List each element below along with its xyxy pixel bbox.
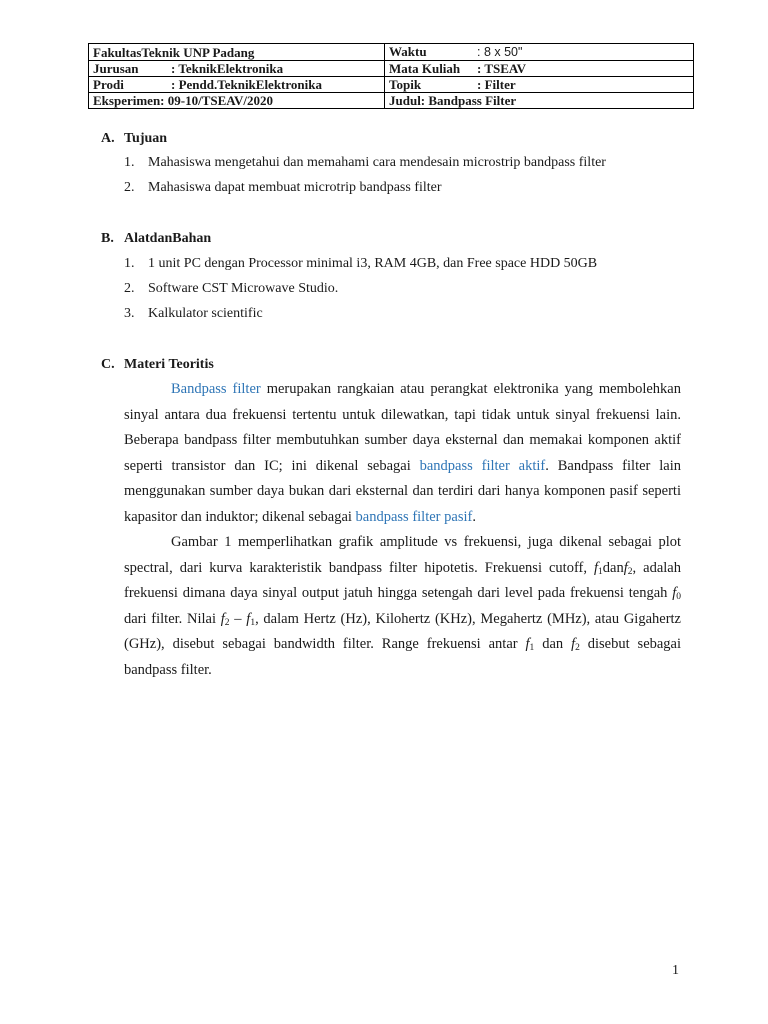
header-row — [89, 77, 694, 93]
list-item — [124, 155, 606, 171]
sub-1: 1 — [250, 617, 256, 628]
prodi-cell — [89, 77, 385, 93]
list-item — [124, 281, 338, 297]
waktu-label: Waktu — [389, 44, 427, 59]
list-number: 2. — [124, 180, 135, 195]
sub-2: 2 — [575, 643, 580, 653]
list-number: 2. — [124, 281, 135, 296]
list-number: 1. — [124, 155, 135, 170]
var-f: f — [246, 610, 251, 627]
list-item — [124, 306, 263, 322]
eksperimen-text: Eksperimen: 09-10/TSEAV/2020 — [93, 93, 273, 108]
paragraph-text: dan — [542, 636, 572, 652]
list-text: Software CST Microwave Studio. — [148, 281, 339, 296]
matakuliah-label: Mata Kuliah — [389, 61, 461, 76]
header-row — [89, 44, 694, 61]
var-f: f — [525, 636, 530, 652]
section-a-heading — [101, 131, 167, 147]
paragraph-text: dari filter. Nilai — [124, 610, 221, 627]
fakultas-cell — [89, 44, 385, 61]
paragraph-text: disebut sebagai bandpass filter. — [124, 636, 682, 678]
list-text: Kalkulator scientific — [148, 306, 263, 321]
matakuliah-value: : TSEAV — [477, 61, 527, 76]
section-c-heading — [101, 357, 214, 373]
section-title: AlatdanBahan — [124, 231, 212, 246]
prodi-value: : Pendd.TeknikElektronika — [171, 77, 322, 92]
paragraph-text: – — [229, 610, 247, 627]
bandpass-filter-aktif-link[interactable]: bandpass filter aktif — [419, 457, 546, 474]
topik-cell — [385, 77, 694, 93]
page-number: 1 — [672, 963, 679, 978]
waktu-value: : 8 x 50" — [477, 45, 523, 59]
sub-0: 0 — [676, 592, 681, 602]
sub-1: 1 — [598, 566, 603, 577]
paragraph-text: Gambar 1 memperlihatkan grafik amplitude vs frekuensi, juga dikenal sebagai plot spectral, dari kurva karakteristik bandpass filter hipotetis. Frekuensi cutoff, — [124, 534, 681, 576]
paragraph-text: . — [472, 508, 476, 525]
section-letter: A. — [101, 131, 115, 146]
topik-value: : Filter — [477, 77, 516, 92]
header-table — [88, 43, 694, 109]
jurusan-cell — [89, 61, 385, 77]
sub-1: 1 — [529, 643, 535, 653]
waktu-cell — [385, 44, 694, 61]
judul-text: Judul: Bandpass Filter — [389, 93, 517, 108]
paragraph-text: , adalah frekuensi dimana daya sinyal output jatuh hingga setengah dari level pada frekuensi tengah — [124, 559, 681, 601]
section-letter: B. — [101, 231, 114, 246]
jurusan-label: Jurusan — [93, 61, 139, 76]
list-text: 1 unit PC dengan Processor minimal i3, RAM 4GB, dan Free space HDD 50GB — [148, 256, 598, 271]
sub-2: 2 — [627, 566, 633, 577]
var-f: f — [672, 585, 677, 601]
topik-label: Topik — [389, 77, 422, 92]
paragraph — [124, 530, 681, 683]
paragraph — [124, 377, 681, 530]
var-f: f — [623, 559, 628, 576]
section-letter: C. — [101, 357, 115, 372]
list-number: 1. — [124, 256, 135, 271]
bandpass-filter-link[interactable]: Bandpass filter — [171, 381, 261, 397]
var-f: f — [571, 636, 576, 652]
header-row — [89, 61, 694, 77]
materi-body — [124, 377, 681, 683]
prodi-label: Prodi — [93, 77, 124, 92]
bandpass-filter-pasif-link[interactable]: bandpass filter pasif — [355, 508, 473, 525]
judul-cell — [385, 93, 694, 109]
var-f: f — [594, 559, 599, 576]
list-item — [124, 180, 442, 196]
sub-2: 2 — [224, 617, 230, 628]
list-text: Mahasiswa mengetahui dan memahami cara mendesain microstrip bandpass filter — [148, 155, 606, 170]
list-item — [124, 256, 597, 272]
var-f: f — [220, 610, 225, 627]
paragraph-text: , dalam Hertz (Hz), Kilohertz (KHz), Megahertz (MHz), atau Gigahertz (GHz), disebut sebagai bandwidth filter. Range frekuensi antar — [124, 610, 681, 652]
paragraph-text: dan — [602, 559, 624, 576]
eksperimen-cell — [89, 93, 385, 109]
paragraph-text: merupakan rangkaian atau perangkat elektronika yang membolehkan sinyal antara dua frekuensi tertentu untuk dilewatkan, tapi tidak untuk sinyal frekuensi lain. Beberapa bandpass filter membutuhkan sumber daya eksternal dan memakai komponen aktif seperti transistor dan IC; ini dikenal sebagai — [124, 381, 681, 474]
list-text: Mahasiswa dapat membuat microtrip bandpass filter — [148, 180, 442, 195]
jurusan-value: : TeknikElektronika — [171, 61, 284, 76]
list-number: 3. — [124, 306, 135, 321]
paragraph-text: . Bandpass filter lain menggunakan sumber daya bukan dari eksternal dan terdiri dari hanya komponen pasif seperti kapasitor dan induktor; dikenal sebagai — [124, 457, 681, 525]
fakultas-text: FakultasTeknik UNP Padang — [93, 44, 255, 60]
section-title: Materi Teoritis — [124, 357, 214, 372]
matakuliah-cell — [385, 61, 694, 77]
section-title: Tujuan — [124, 131, 168, 146]
header-row — [89, 93, 694, 109]
section-b-heading — [101, 231, 211, 247]
